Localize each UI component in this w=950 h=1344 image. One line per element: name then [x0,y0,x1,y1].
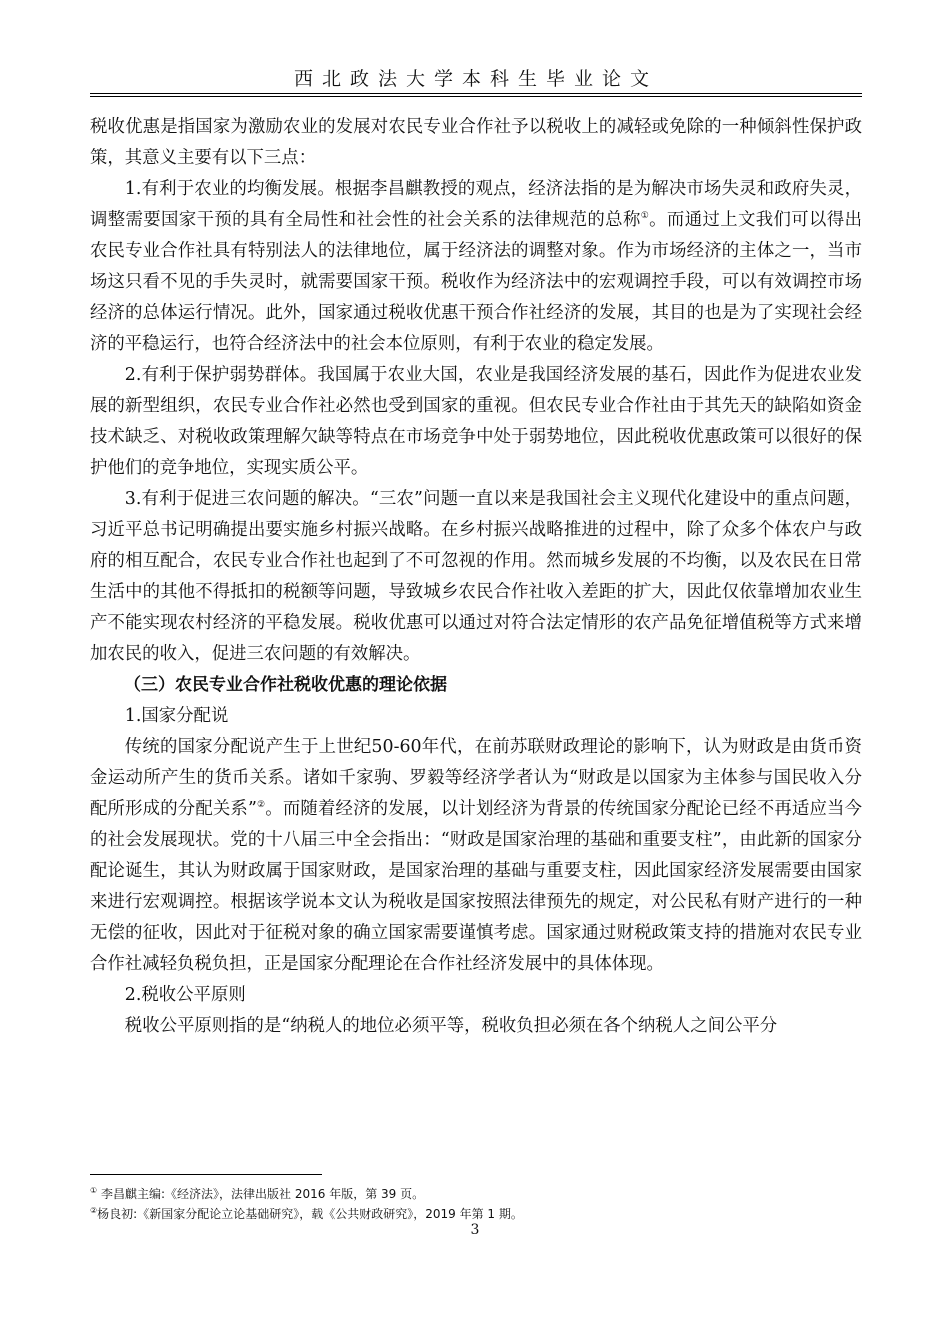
header-rule [90,93,862,94]
main-body [90,112,862,1042]
footnote-ref-1[interactable]: ① [640,211,650,222]
paragraph-intro: 税收优惠是指国家为激励农业的发展对农民专业合作社予以税收上的减轻或免除的一种倾斜性保护政策，其意义主要有以下三点： [90,117,862,168]
footnote-1-mark: ① [90,1186,98,1195]
paragraph-fairness: 税收公平原则指的是“纳税人的地位必须平等，税收负担必须在各个纳税人之间公平分 [124,1016,778,1036]
running-header: 西北政法大学本科生毕业论文 [293,68,658,90]
header-rule-thin [90,96,862,97]
footnote-2-mark: ② [90,1206,98,1215]
footnote-1-text: 李昌麒主编:《经济法》，法律出版社 2016 年版，第 39 页。 [97,1187,425,1201]
distribution-rest: 。而随着经济的发展，以计划经济为背景的传统国家分配论已经不再适应当今的社会发展现状。党的十八届三中全会指出：“财政是国家治理的基础和重要支柱”，由此新的国家分配论诞生，其认为财政属于国家财政，是国家治理的基础与重要支柱，因此国家经济发展需要由国家来进行宏观调控。根据该学说本文认为税收是国家按照法律预先的规定，对公民私有财产进行的一种无偿的征收，因此对于征税对象的确立国家需要谨慎考虑。国家通过财税政策支持的措施对农民专业合作社减轻负税负担，正是国家分配理论在合作社经济发展中的具体体现。 [90,799,862,974]
footnote-1 [90,1184,862,1204]
distribution-text: 传统的国家分配说产生于上世纪50-60年代，在前苏联财政理论的影响下，认为财政是由货币资金运动所产生的货币关系。诸如千家驹、罗毅等经济学者认为“财政是以国家为主体参与国民收入分配所形成的分配关系” [90,737,862,819]
point-1-text: 1.有利于农业的均衡发展。根据李昌麒教授的观点，经济法指的是为解决市场失灵和政府失灵，调整需要国家干预的具有全局性和社会性的社会关系的法律规范的总称 [90,179,862,230]
footnote-2 [90,1204,862,1224]
paragraph-point-2: 2.有利于保护弱势群体。我国属于农业大国，农业是我国经济发展的基石，因此作为促进农业发展的新型组织，农民专业合作社必然也受到国家的重视。但农民专业合作社由于其先天的缺陷如资金技术缺乏、对税收政策理解欠缺等特点在市场竞争中处于弱势地位，因此税收优惠政策可以很好的保护他们的竞争地位，实现实质公平。 [90,365,862,478]
paragraph-point-3: 3.有利于促进三农问题的解决。“三农”问题一直以来是我国社会主义现代化建设中的重点问题，习近平总书记明确提出要实施乡村振兴战略。在乡村振兴战略推进的过程中，除了众多个体农户与政府的相互配合，农民专业合作社也起到了不可忽视的作用。然而城乡发展的不均衡，以及农民在日常生活中的其他不得抵扣的税额等问题，导致城乡农民合作社收入差距的扩大，因此仅依靠增加农业生产不能实现农村经济的平稳发展。税收优惠可以通过对符合法定情形的农产品免征增值税等方式来增加农民的收入，促进三农问题的有效解决。 [90,489,862,664]
footnotes [90,1184,862,1224]
footnote-2-text: 杨良初:《新国家分配论立论基础研究》，载《公共财政研究》，2019 年第 1 期。 [97,1207,523,1221]
paragraph-distribution-theory [90,732,862,980]
footnote-rule [90,1174,322,1175]
section-heading: （三）农民专业合作社税收优惠的理论依据 [124,675,447,695]
subheading-2: 2.税收公平原则 [124,985,246,1005]
paragraph-point-1 [90,174,862,360]
point-1-rest: 。而通过上文我们可以得出农民专业合作社具有特别法人的法律地位，属于经济法的调整对象。作为市场经济的主体之一，当市场这只看不见的手失灵时，就需要国家干预。税收作为经济法中的宏观调控手段，可以有效调控市场经济的总体运行情况。此外，国家通过税收优惠干预合作社经济的发展，其目的也是为了实现社会经济的平稳运行，也符合经济法中的社会本位原则，有利于农业的稳定发展。 [90,210,862,354]
page-number: 3 [470,1222,480,1238]
subheading-1: 1.国家分配说 [124,706,229,726]
footnote-ref-2[interactable]: ② [256,800,266,811]
